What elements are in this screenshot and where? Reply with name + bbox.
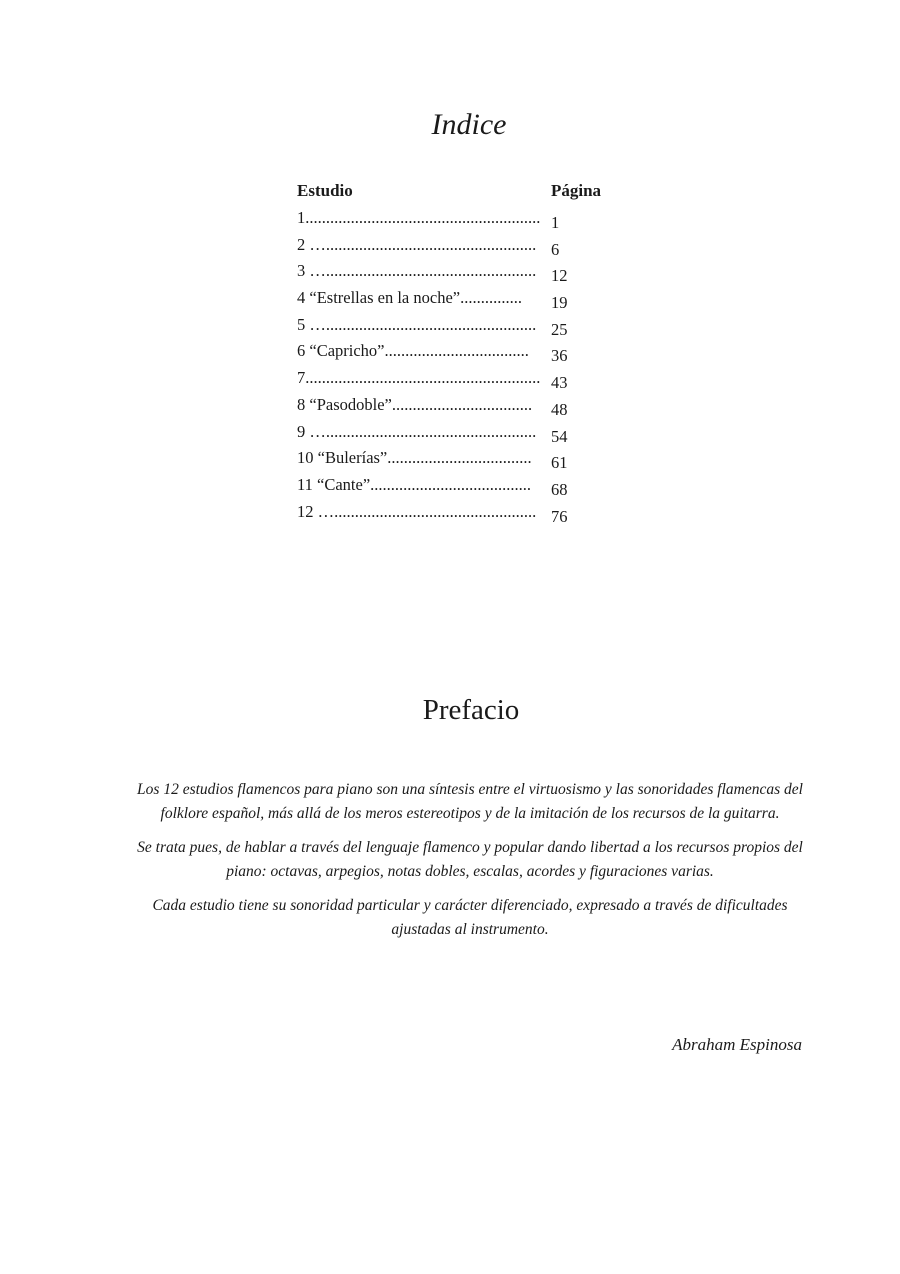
- index-row: [297, 235, 627, 262]
- index-row: [297, 502, 627, 529]
- index-table: [297, 181, 627, 528]
- prefacio-paragraph-3: Cada estudio tiene su sonoridad particular y carácter diferenciado, expresado a través de dificultades ajustadas al instrumento.: [152, 897, 788, 938]
- index-entry-page: 54: [551, 426, 568, 446]
- index-entry-page: 25: [551, 319, 568, 339]
- index-row: [297, 315, 627, 342]
- index-entry-cell: [297, 288, 551, 313]
- index-rows: [297, 208, 627, 528]
- index-row: [297, 261, 627, 288]
- index-entry-page: 1: [551, 213, 560, 232]
- index-entry-cell: [297, 261, 551, 286]
- index-entry-cell: [297, 395, 551, 420]
- index-entry-cell: [297, 315, 551, 340]
- index-row: [297, 288, 627, 315]
- prefacio-body: [128, 778, 812, 952]
- index-entry-label: 10 “Bulerías”...................................: [297, 448, 532, 468]
- index-entry-cell: [297, 341, 551, 366]
- index-row: [297, 395, 627, 422]
- header-estudio: Estudio: [297, 181, 353, 200]
- index-entry-label: 8 “Pasodoble”..................................: [297, 394, 533, 414]
- index-header: [297, 181, 627, 208]
- index-entry-page: 36: [551, 346, 568, 366]
- index-entry-label: 5 …...................................................: [297, 314, 537, 334]
- index-entry-page: 19: [551, 293, 568, 313]
- index-entry-label: 11 “Cante”.......................................: [297, 474, 532, 494]
- index-entry-cell: [297, 368, 551, 393]
- index-entry-cell: [297, 475, 551, 500]
- prefacio-title: Prefacio: [422, 694, 520, 726]
- index-row: [297, 341, 627, 368]
- index-entry-cell: [297, 448, 551, 473]
- index-row: [297, 368, 627, 395]
- index-entry-label: 9 …...................................................: [297, 421, 537, 441]
- index-entry-label: 1.........................................................: [297, 208, 541, 227]
- index-row: [297, 475, 627, 502]
- index-entry-label: 7.........................................................: [297, 368, 541, 388]
- author-signature: Abraham Espinosa: [672, 1035, 802, 1054]
- index-entry-cell: [297, 422, 551, 447]
- index-entry-label: 6 “Capricho”...................................: [297, 341, 529, 361]
- index-entry-label: 12 ….................................................: [297, 501, 537, 521]
- index-title: Indice: [431, 108, 507, 141]
- prefacio-paragraph-2: Se trata pues, de hablar a través del lenguaje flamenco y popular dando libertad a los recursos propios del piano: octavas, arpegios, notas dobles, escalas, acordes y figuraciones varias.: [137, 839, 803, 880]
- index-entry-label: 3 …...................................................: [297, 261, 537, 281]
- index-entry-page: 43: [551, 373, 568, 393]
- index-row: [297, 208, 627, 235]
- index-entry-page: 48: [551, 399, 568, 419]
- index-entry-cell: [297, 235, 551, 260]
- index-row: [297, 422, 627, 449]
- index-entry-label: 2 …...................................................: [297, 234, 537, 254]
- index-entry-page: 6: [551, 239, 560, 259]
- header-pagina: Página: [551, 181, 602, 200]
- index-entry-page: 12: [551, 266, 568, 286]
- index-entry-page: 68: [551, 479, 568, 499]
- prefacio-paragraph-1: Los 12 estudios flamencos para piano son una síntesis entre el virtuosismo y las sonoridades flamencas del folklore español, más allá de los meros estereotipos y de la imitación de los recursos de la guitarra.: [137, 781, 803, 822]
- index-entry-label: 4 “Estrellas en la noche”...............: [297, 288, 522, 308]
- index-entry-page: 76: [551, 506, 568, 526]
- index-entry-cell: [297, 502, 551, 527]
- index-entry-page: 61: [551, 453, 568, 473]
- index-entry-cell: [297, 208, 551, 233]
- index-row: [297, 448, 627, 475]
